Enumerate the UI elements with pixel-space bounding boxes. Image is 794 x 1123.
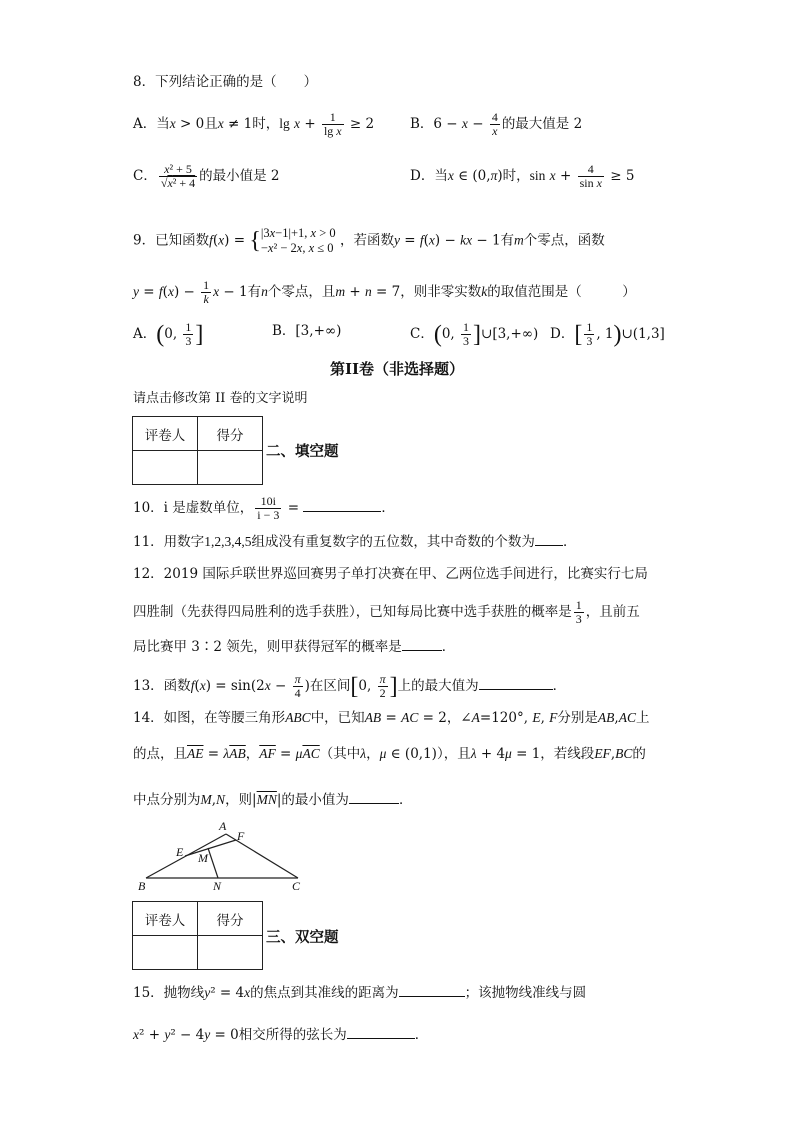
triangle-figure bbox=[138, 818, 308, 893]
q15-line2: x² + y² − 4y = 0相交所得的弦长为 ． bbox=[133, 1024, 428, 1045]
q8-option-a: A．当x > 0且x ≠ 1时，lg x + $\frac{1}{\text{lg x}}$ ≥ 2 bbox=[133, 110, 375, 138]
reviewer-cell bbox=[133, 451, 198, 485]
score-header: 得分 bbox=[198, 902, 263, 936]
q8-option-d: D．当x ∈ (0,π)时，sin x + $\frac{4}{\text{sin x}}$ ≥ 5 bbox=[410, 162, 635, 190]
part2-label: 二、填空题 bbox=[266, 443, 339, 460]
score-cell bbox=[198, 451, 263, 485]
label-n: N bbox=[213, 879, 222, 893]
score-cell bbox=[198, 936, 263, 970]
q14-line1: 14．如图，在等腰三角形ABC中，已知AB = AC = 2，∠A=120°, E, F分别是AB,AC上 bbox=[133, 710, 650, 726]
q14-line3: 中点分别为M,N，则$|\overline{MN}|$的最小值为 ． bbox=[133, 789, 412, 810]
reviewer-header: 评卷人 bbox=[133, 902, 198, 936]
label-b: B bbox=[138, 879, 146, 893]
reviewer-cell bbox=[133, 936, 198, 970]
q10: 10．i 是虚数单位， $\frac{10i}{i - 3}$ = ． bbox=[133, 494, 395, 522]
section2-title: 第II卷（非选择题） bbox=[329, 360, 465, 378]
q9-option-d: D．[ $\frac{1}{3}$ , 1)∪(1,3] bbox=[550, 320, 665, 348]
q9-option-a: A．(0, $\frac{1}{3}$ ] bbox=[133, 320, 204, 348]
q9-option-b: B．[3,+∞) bbox=[272, 323, 342, 339]
reviewer-header: 评卷人 bbox=[133, 417, 198, 451]
q13: 13．函数f(x) = sin(2x − $\frac{\pi}{4}$ )在区间[0, $\frac{\pi}{2}$ ]上的最大值为 ． bbox=[133, 672, 567, 700]
q14-line2: 的点，且$\overline{AE} = \lambda\overline{AB}$，$\overline{AF} = \mu\overline{AC}$（其中λ，μ ∈ (0,1)），且λ + 4μ = 1，若线段EF,BC的 bbox=[133, 746, 646, 762]
segment-mn bbox=[208, 848, 218, 878]
part3-label: 三、双空题 bbox=[266, 929, 339, 946]
q8-option-b: B．6 − x − $\frac{4}{x}$ 的最大值是 2 bbox=[410, 110, 583, 138]
q8-stem: 8．下列结论正确的是（ ） bbox=[133, 74, 318, 90]
label-c: C bbox=[292, 879, 301, 893]
score-table-1 bbox=[132, 416, 263, 485]
q9-line1: 9．已知函数f(x) = {|3x−1|+1, x > 0 −x² − 2x, x ≤ 0 ，若函数y = f(x) − kx − 1有m个零点，函数 bbox=[133, 226, 605, 255]
score-header: 得分 bbox=[198, 417, 263, 451]
label-a: A bbox=[219, 819, 227, 833]
q12-line3: 局比赛甲 3∶2 领先，则甲获得冠军的概率是 ． bbox=[133, 636, 455, 657]
score-table-2 bbox=[132, 901, 263, 970]
q12-line2: 四胜制（先获得四局胜利的选手获胜），已知每局比赛中选手获胜的概率是 $\frac{1}{3}$ ，且前五 bbox=[133, 598, 640, 626]
q9-option-c: C．(0, $\frac{1}{3}$ ]∪[3,+∞) bbox=[410, 320, 539, 348]
section2-note[interactable]: 请点击修改第 II 卷的文字说明 bbox=[133, 391, 308, 406]
label-m: M bbox=[198, 851, 208, 865]
q9-line2: y = f(x) − $\frac{1}{k}$ x − 1有n个零点，且m + n = 7，则非零实数k的取值范围是（ ） bbox=[133, 278, 636, 306]
label-f: F bbox=[237, 829, 245, 843]
q11: 11．用数字1,2,3,4,5组成没有重复数字的五位数，其中奇数的个数为 ． bbox=[133, 531, 576, 552]
q12-line1: 12．2019 国际乒联世界巡回赛男子单打决赛在甲、乙两位选手间进行，比赛实行七局 bbox=[133, 566, 648, 582]
q15-line1: 15．抛物线y² = 4x的焦点到其准线的距离为 ；该抛物线准线与圆 bbox=[133, 982, 586, 1003]
q8-option-c: C． $\frac{\text{x² + 5}}{\text{√x² + 4}}$ 的最小值是 2 bbox=[133, 162, 280, 190]
label-e: E bbox=[176, 845, 184, 859]
